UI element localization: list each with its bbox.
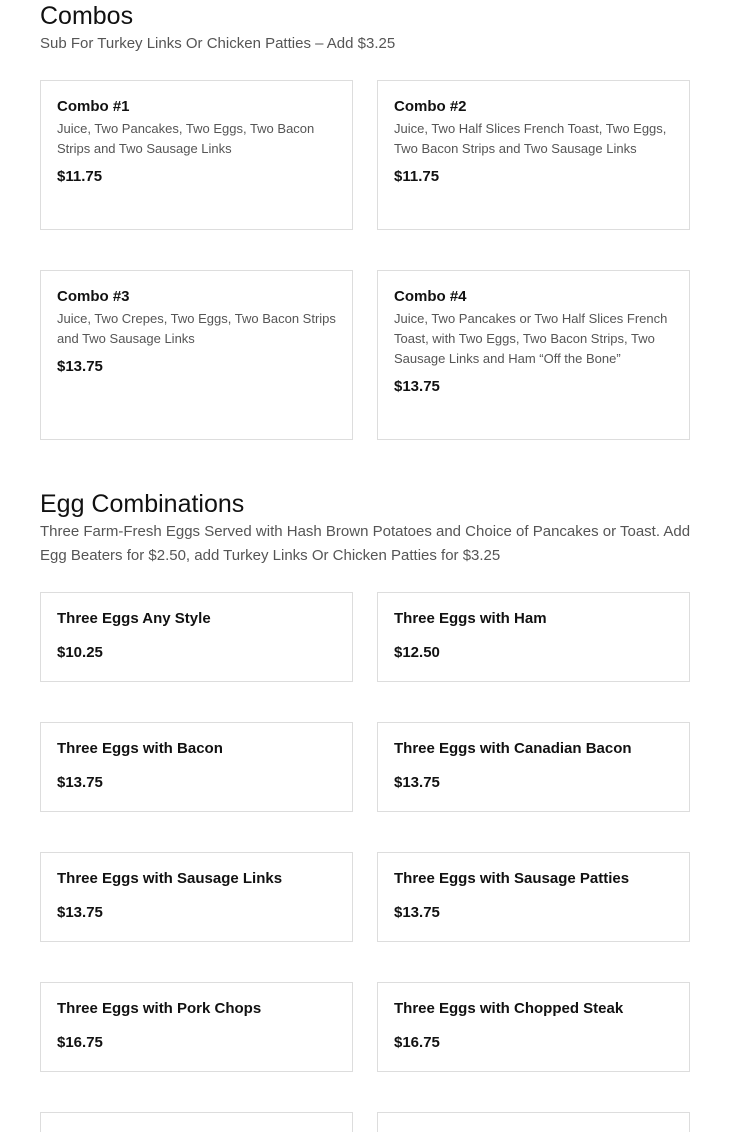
menu-item-name: Three Eggs with Chopped Steak xyxy=(394,1000,624,1017)
menu-item-card xyxy=(377,270,690,440)
menu-item-price: $16.75 xyxy=(394,1034,440,1051)
menu-item-name: Combo #1 xyxy=(57,98,130,115)
menu-item-card xyxy=(377,982,690,1072)
menu-item-price: $13.75 xyxy=(57,358,103,375)
menu-item-name: Three Eggs Any Style xyxy=(57,610,211,627)
menu-item-name: Combo #2 xyxy=(394,98,467,115)
menu-item-description: Juice, Two Pancakes or Two Half Slices French Toast, with Two Eggs, Two Bacon Strips, Two Sausage Links and Ham “Off the Bone” xyxy=(394,311,668,366)
menu-item-name: Three Eggs with Pork Chops xyxy=(57,1000,262,1017)
menu-item-price: $13.75 xyxy=(57,904,103,921)
menu-item-card xyxy=(40,852,353,942)
menu-item-name: Three Eggs with Sausage Patties xyxy=(394,870,630,887)
menu-item-card xyxy=(40,270,353,440)
menu-item-price: $13.75 xyxy=(57,774,103,791)
menu-item-card xyxy=(40,80,353,230)
menu-item-price: $13.75 xyxy=(394,774,440,791)
egg-combinations-subtitle: Three Farm-Fresh Eggs Served with Hash Brown Potatoes and Choice of Pancakes or Toast. Add Egg Beaters for $2.50, add Turkey Links Or Chicken Patties for $3.25 xyxy=(40,523,691,564)
egg-combinations-title: Egg Combinations xyxy=(40,490,245,518)
menu-item-price: $16.75 xyxy=(57,1034,103,1051)
menu-item-price: $11.75 xyxy=(57,168,103,185)
menu-item-card-partial xyxy=(377,1112,690,1132)
menu-item-card xyxy=(40,982,353,1072)
menu-item-price: $11.75 xyxy=(394,168,440,185)
menu-item-card xyxy=(40,722,353,812)
menu-item-card xyxy=(40,592,353,682)
menu-item-price: $13.75 xyxy=(394,904,440,921)
menu-item-name: Three Eggs with Bacon xyxy=(57,740,223,757)
menu-item-name: Three Eggs with Canadian Bacon xyxy=(394,740,632,757)
menu-item-name: Three Eggs with Sausage Links xyxy=(57,870,283,887)
menu-item-name: Combo #4 xyxy=(394,288,467,305)
menu-item-card xyxy=(377,80,690,230)
menu-item-description: Juice, Two Half Slices French Toast, Two Eggs, Two Bacon Strips and Two Sausage Links xyxy=(394,121,667,156)
menu-item-card xyxy=(377,592,690,682)
menu-item-name: Three Eggs with Ham xyxy=(394,610,547,627)
menu-item-price: $10.25 xyxy=(57,644,103,661)
menu-item-card xyxy=(377,722,690,812)
menu-item-price: $12.50 xyxy=(394,644,440,661)
menu-item-description: Juice, Two Crepes, Two Eggs, Two Bacon Strips and Two Sausage Links xyxy=(57,311,336,346)
menu-item-description: Juice, Two Pancakes, Two Eggs, Two Bacon Strips and Two Sausage Links xyxy=(57,121,315,156)
combos-subtitle: Sub For Turkey Links Or Chicken Patties – Add $3.25 xyxy=(40,35,396,52)
menu-item-price: $13.75 xyxy=(394,378,440,395)
menu-item-name: Combo #3 xyxy=(57,288,130,305)
combos-title: Combos xyxy=(40,2,134,30)
menu-item-card xyxy=(377,852,690,942)
menu-item-card-partial xyxy=(40,1112,353,1132)
